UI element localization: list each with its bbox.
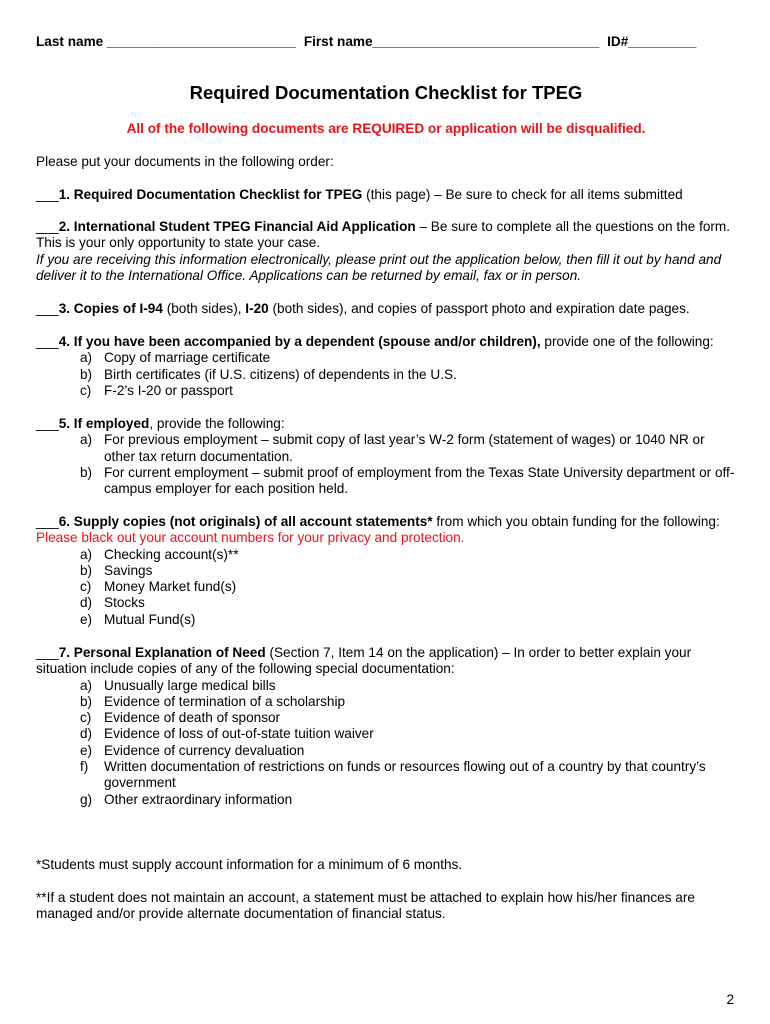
- item-title: 1. Required Documentation Checklist for TPEG: [58, 187, 363, 202]
- sub-list-item: d) Stocks: [80, 595, 145, 611]
- checkbox-blank[interactable]: ___: [36, 645, 59, 660]
- item-title: 5. If employed: [58, 416, 150, 431]
- item-description: – Be sure to complete all the questions on the form. This is your only opportunity to state your case.: [36, 219, 731, 251]
- item-description: from which you obtain funding for the following:: [432, 514, 720, 529]
- item-description: (Section 7, Item 14 on the application) – In order to better explain your situation include copies of any of the following special documentation:: [36, 645, 692, 677]
- checklist-item-2: [36, 219, 736, 284]
- item-description-2: (both sides), and copies of passport photo and expiration date pages.: [268, 301, 690, 316]
- sub-list-item: a) Copy of marriage certificate: [80, 350, 271, 366]
- item-title: 2. International Student TPEG Financial Aid Application: [58, 219, 416, 234]
- name-id-header: [36, 34, 696, 50]
- checklist-item-6: [36, 514, 736, 628]
- sub-list: [36, 350, 736, 399]
- intro-text: Please put your documents in the following order:: [36, 154, 334, 169]
- footnote-account-duration: *Students must supply account information for a minimum of 6 months.: [36, 857, 463, 872]
- item-title-i20: I-20: [245, 301, 269, 316]
- sub-list-item: d) Evidence of loss of out-of-state tuition waiver: [80, 726, 374, 742]
- item-title: 6. Supply copies (not originals) of all account statements*: [58, 514, 433, 529]
- item-description: provide one of the following:: [540, 334, 714, 349]
- item-title: 3. Copies of I-94: [58, 301, 163, 316]
- item-description: (this page) – Be sure to check for all items submitted: [362, 187, 683, 202]
- sub-list-item: b) Birth certificates (if U.S. citizens) of dependents in the U.S.: [80, 366, 457, 382]
- sub-list-item: b) For current employment – submit proof of employment from the Texas State University department or off-campus employer for each position held.: [80, 464, 735, 497]
- item-description: , provide the following:: [149, 416, 285, 431]
- item-title: 4. If you have been accompanied by a dependent (spouse and/or children),: [58, 334, 541, 349]
- checklist-item-5: [36, 416, 736, 497]
- sub-list-item: c) F-2’s I-20 or passport: [80, 382, 233, 398]
- checklist-item-3: [36, 301, 736, 317]
- checkbox-blank[interactable]: ___: [36, 219, 59, 234]
- required-warning: All of the following documents are REQUIRED or application will be disqualified.: [126, 121, 646, 136]
- last-name-field[interactable]: Last name _________________________: [36, 34, 297, 49]
- sub-list-item: a) Checking account(s)**: [80, 546, 239, 562]
- sub-list-item: a) Unusually large medical bills: [80, 677, 276, 693]
- checkbox-blank[interactable]: ___: [36, 416, 59, 431]
- page-title: Required Documentation Checklist for TPEG: [189, 82, 583, 103]
- footnote-no-account: **If a student does not maintain an account, a statement must be attached to explain how his/her finances are managed and/or provide alternate documentation of financial status.: [36, 890, 695, 922]
- sub-list-item: e) Mutual Fund(s): [80, 611, 196, 627]
- checkbox-blank[interactable]: ___: [36, 514, 59, 529]
- item-title: 7. Personal Explanation of Need: [58, 645, 266, 660]
- sub-list-item: b) Evidence of termination of a scholarship: [80, 693, 346, 709]
- sub-list-item: g) Other extraordinary information: [80, 791, 293, 807]
- item-description: (both sides),: [162, 301, 246, 316]
- privacy-note: Please black out your account numbers for your privacy and protection.: [36, 530, 465, 546]
- page-number: 2: [726, 992, 734, 1007]
- sub-list-item: f) Written documentation of restrictions on funds or resources flowing out of a country by that country’s government: [80, 759, 706, 791]
- checkbox-blank[interactable]: ___: [36, 334, 59, 349]
- sub-list-item: a) For previous employment – submit copy of last year’s W-2 form (statement of wages) or 1040 NR or other tax return documentation.: [80, 432, 705, 464]
- sub-list: [36, 432, 736, 497]
- sub-list-item: c) Evidence of death of sponsor: [80, 710, 281, 726]
- item-italic-note: If you are receiving this information electronically, please print out the application below, then fill it out by hand and deliver it to the International Office. Applications can be returned by email, fax or in person.: [36, 251, 722, 283]
- checklist-item-1: [36, 187, 736, 203]
- checkbox-blank[interactable]: ___: [36, 187, 59, 202]
- sub-list: [36, 678, 736, 808]
- checklist-item-7: [36, 645, 736, 808]
- sub-list-item: c) Money Market fund(s): [80, 579, 237, 595]
- first-name-field[interactable]: First name______________________________: [303, 34, 600, 49]
- checkbox-blank[interactable]: ___: [36, 301, 59, 316]
- checklist-item-4: [36, 334, 736, 399]
- id-field[interactable]: ID#_________: [607, 34, 697, 49]
- sub-list-item: b) Savings: [80, 562, 153, 578]
- sub-list-item: e) Evidence of currency devaluation: [80, 742, 305, 758]
- sub-list: [36, 547, 736, 628]
